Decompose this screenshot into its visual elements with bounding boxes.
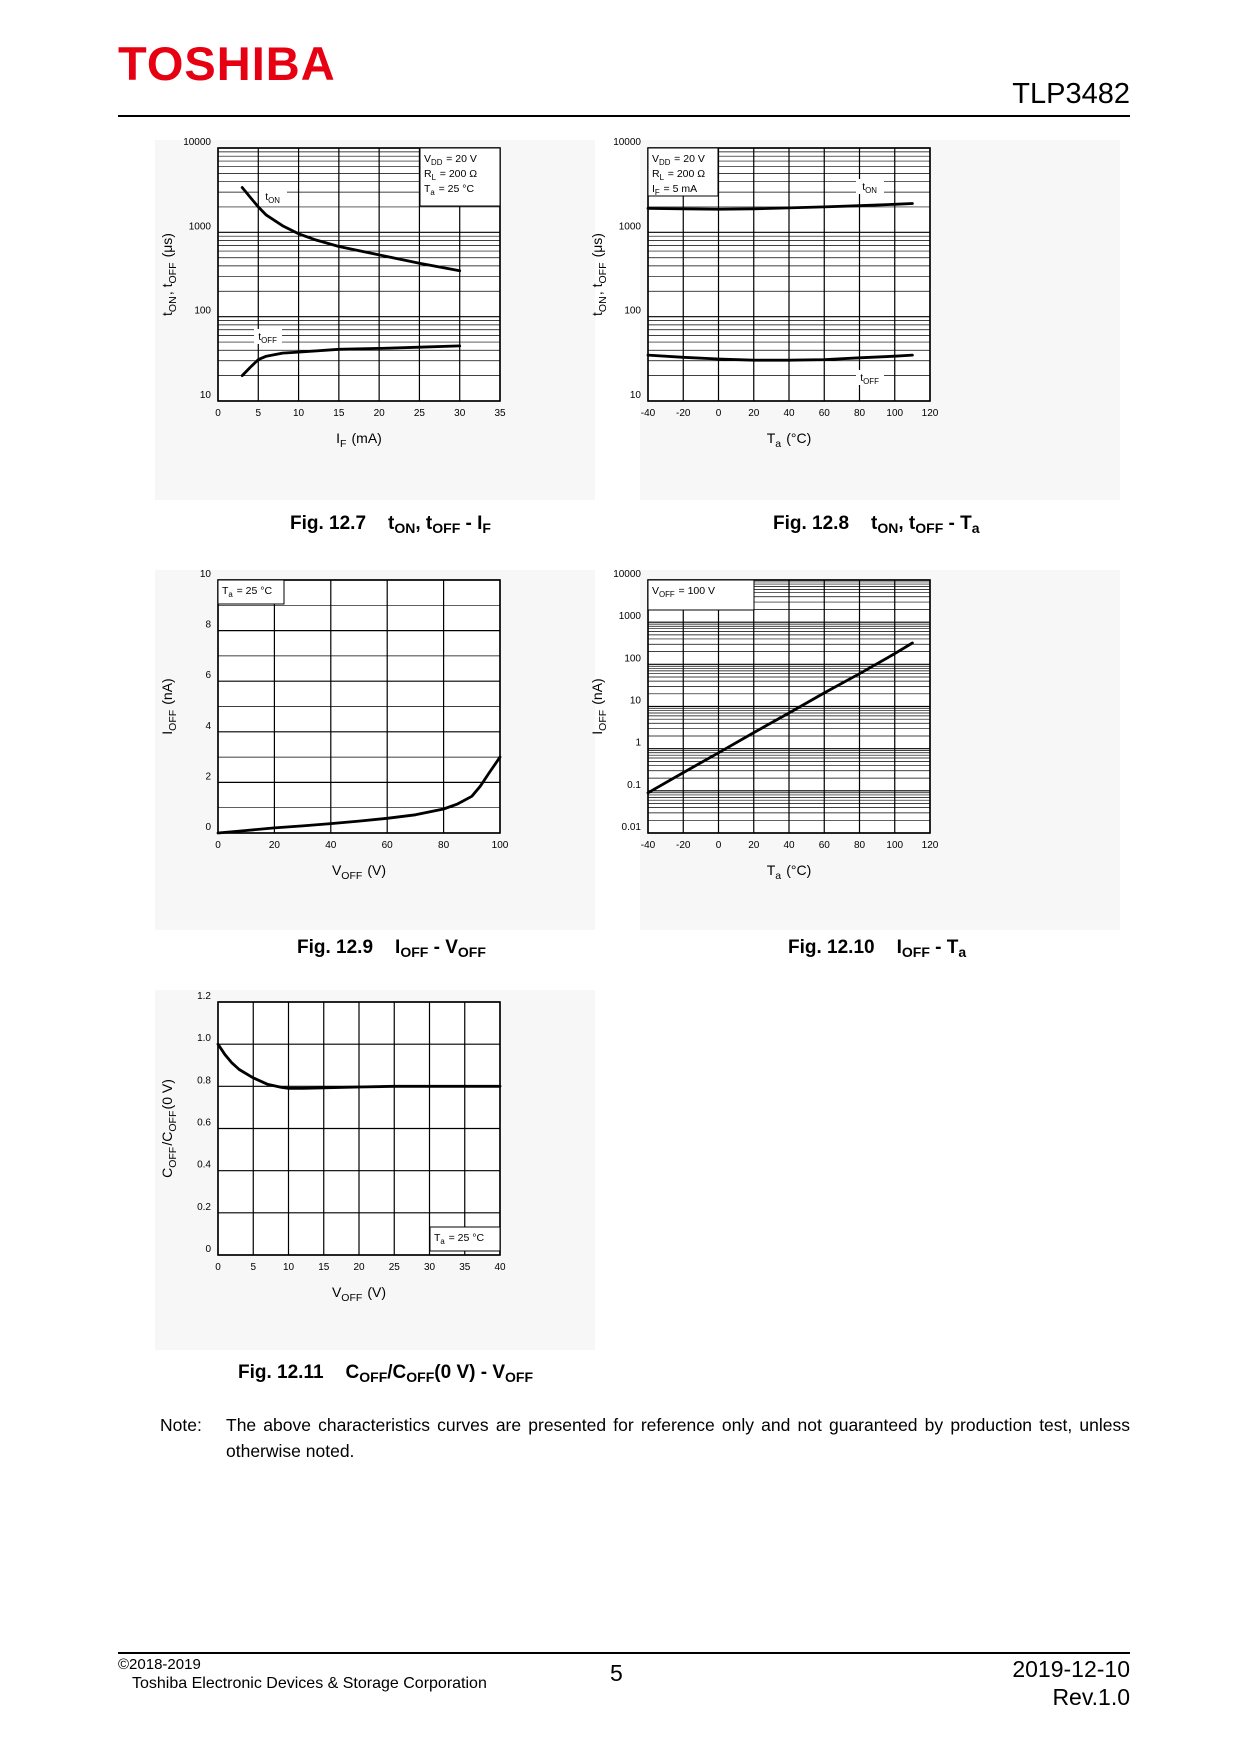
- x-tick-label: 80: [853, 408, 866, 419]
- condition-text: $V_{DD}$ = 20 V: [652, 153, 705, 168]
- chart-fig-12-10: [589, 569, 1120, 930]
- caption-title: $I_{OFF} - T_a$: [896, 937, 967, 960]
- x-tick-label: 80: [853, 840, 866, 851]
- x-tick-label: 100: [886, 408, 904, 419]
- y-tick-label: 1.2: [197, 991, 211, 1002]
- caption-number: Fig. 12.8: [773, 513, 850, 534]
- x-tick-label: 0: [715, 408, 722, 419]
- plot-group: [159, 569, 509, 882]
- y-tick-label: 0.01: [621, 822, 641, 833]
- y-tick-label: 10: [629, 390, 641, 401]
- x-tick-label: 20: [268, 840, 280, 851]
- x-tick-label: 60: [818, 408, 830, 419]
- y-axis-label: $t_{ON}$ , $t_{OFF}$ (μs): [589, 233, 610, 316]
- plot-group: [589, 569, 939, 882]
- chart-svg-fig-12-8: [589, 137, 1120, 500]
- condition-text: $T_a$ = 25 °C: [222, 585, 273, 600]
- x-tick-label: 20: [748, 840, 760, 851]
- y-tick-label: 1: [635, 737, 641, 749]
- caption-number: Fig. 12.11: [238, 1362, 324, 1383]
- y-tick-label: 0.1: [627, 779, 641, 791]
- series-label: $t_{OFF}$: [258, 331, 277, 346]
- x-tick-label: 15: [318, 1262, 330, 1273]
- chart-svg-fig-12-11: [155, 990, 595, 1350]
- x-tick-label: 120: [921, 840, 939, 851]
- x-tick-label: 60: [818, 840, 830, 851]
- x-tick-label: 30: [454, 408, 466, 419]
- caption-number: Fig. 12.7: [290, 513, 367, 534]
- x-tick-label: 80: [438, 840, 450, 851]
- x-axis-label: $I_F$ (mA): [336, 430, 382, 451]
- footer-divider: [118, 1652, 1130, 1654]
- x-tick-label: 25: [388, 1262, 400, 1273]
- y-axis-label: $C_{OFF}$ $/C_{OFF}$ (0 V): [159, 1079, 180, 1178]
- y-axis-label: $I_{OFF}$ (nA): [159, 678, 180, 735]
- y-tick-label: 1.0: [197, 1033, 211, 1045]
- caption-title: $t_{ON}$, $t_{OFF} - T_a$: [871, 513, 980, 536]
- x-tick-label: 40: [325, 840, 337, 851]
- condition-text: $R_L$ = 200 Ω: [652, 168, 706, 183]
- x-tick-label: 100: [886, 840, 904, 851]
- x-tick-label: 0: [715, 840, 722, 851]
- x-tick-label: 120: [921, 408, 939, 419]
- x-tick-label: 0: [215, 408, 221, 419]
- x-tick-label: 40: [783, 840, 795, 851]
- y-tick-label: 100: [194, 305, 211, 317]
- x-tick-label: 0: [215, 840, 221, 851]
- y-tick-label: 1000: [618, 221, 641, 233]
- x-axis-label: $T_a$ (°C): [766, 862, 812, 883]
- caption-title: $t_{ON}$, $t_{OFF} - I_F$: [388, 513, 491, 536]
- chart-fig-12-7: [155, 137, 595, 500]
- x-tick-label: 35: [494, 408, 506, 419]
- x-tick-label: 20: [748, 408, 760, 419]
- footer-company: Toshiba Electronic Devices & Storage Corporation: [132, 1675, 487, 1692]
- y-tick-label: 0: [205, 822, 211, 833]
- x-axis-label: $V_{OFF}$ (V): [331, 862, 387, 883]
- y-tick-label: 0: [205, 1244, 211, 1255]
- y-tick-label: 0.2: [197, 1201, 211, 1213]
- y-axis-label: $t_{ON}$ , $t_{OFF}$ (μs): [159, 233, 180, 316]
- condition-text: $V_{DD}$ = 20 V: [424, 153, 477, 168]
- y-tick-label: 10000: [613, 137, 641, 148]
- note-label: Note:: [160, 1415, 202, 1435]
- y-tick-label: 10: [199, 569, 211, 580]
- header-divider: [118, 115, 1130, 117]
- footer-copyright: ©2018-2019: [118, 1656, 201, 1673]
- x-tick-label: 10: [293, 408, 305, 419]
- y-tick-label: 100: [624, 305, 641, 317]
- caption-title: $C_{OFF}/C_{OFF}(0$ $V) - V_{OFF}$: [345, 1362, 534, 1385]
- condition-text: $T_a$ = 25 °C: [434, 1232, 485, 1247]
- y-tick-label: 100: [624, 653, 641, 665]
- y-tick-label: 6: [205, 670, 211, 682]
- caption-fig-12-10: [788, 937, 966, 960]
- series-label: $t_{ON}$: [265, 191, 280, 206]
- footer-page-number: 5: [610, 1660, 623, 1686]
- caption-number: Fig. 12.9: [297, 937, 374, 958]
- x-tick-label: 40: [494, 1262, 506, 1273]
- chart-svg-fig-12-9: [155, 570, 595, 930]
- x-tick-label: -20: [676, 840, 691, 851]
- x-tick-label: 40: [783, 408, 795, 419]
- footer-revision: Rev.1.0: [1052, 1684, 1130, 1710]
- x-tick-label: 5: [255, 408, 262, 419]
- footer-date: 2019-12-10: [1012, 1656, 1130, 1682]
- x-tick-label: 100: [491, 840, 509, 851]
- part-number: TLP3482: [1012, 78, 1130, 110]
- chart-svg-fig-12-10: [589, 569, 1120, 930]
- x-tick-label: 35: [459, 1262, 471, 1273]
- x-tick-label: 30: [423, 1262, 436, 1273]
- y-tick-label: 1000: [618, 611, 641, 623]
- x-tick-label: 5: [250, 1262, 257, 1273]
- chart-svg-fig-12-7: [155, 137, 595, 500]
- y-tick-label: 10: [199, 390, 211, 401]
- y-tick-label: 4: [205, 720, 211, 732]
- condition-text: $I_F$ = 5 mA: [652, 183, 698, 198]
- plot-group: [159, 137, 506, 450]
- y-tick-label: 1000: [188, 221, 211, 233]
- x-axis-label: $V_{OFF}$ (V): [331, 1284, 387, 1305]
- x-tick-label: -20: [676, 408, 691, 419]
- condition-text: $T_a$ = 25 °C: [424, 183, 475, 198]
- caption-fig-12-8: [773, 513, 980, 536]
- y-tick-label: 0.6: [197, 1117, 211, 1129]
- x-tick-label: 25: [413, 408, 425, 419]
- x-tick-label: 20: [353, 1262, 365, 1273]
- series-label: $t_{ON}$: [862, 181, 877, 196]
- chart-fig-12-9: [155, 570, 595, 930]
- x-tick-label: 60: [381, 840, 393, 851]
- caption-title: $I_{OFF} - V_{OFF}$: [395, 937, 486, 960]
- x-tick-label: 0: [215, 1262, 221, 1273]
- x-tick-label: 10: [282, 1262, 295, 1273]
- caption-fig-12-11: [238, 1362, 533, 1385]
- condition-text: $V_{OFF}$ = 100 V: [652, 585, 716, 600]
- y-tick-label: 10: [629, 695, 641, 707]
- chart-fig-12-8: [589, 137, 1120, 500]
- x-tick-label: 20: [373, 408, 385, 419]
- x-tick-label: -40: [640, 840, 656, 851]
- y-tick-label: 0.4: [197, 1159, 211, 1171]
- plot-group: [589, 137, 939, 450]
- x-axis-label: $T_a$ (°C): [766, 430, 812, 451]
- x-tick-label: -40: [640, 408, 656, 419]
- chart-fig-12-11: [155, 990, 595, 1350]
- brand-logo: TOSHIBA: [118, 37, 336, 90]
- x-tick-label: 15: [333, 408, 345, 419]
- plot-group: [159, 991, 506, 1304]
- condition-text: $R_L$ = 200 Ω: [424, 168, 478, 183]
- y-tick-label: 0.8: [197, 1075, 211, 1087]
- series-label: $t_{OFF}$: [860, 372, 879, 387]
- y-tick-label: 8: [205, 619, 211, 631]
- y-tick-label: 10000: [183, 137, 211, 148]
- caption-fig-12-9: [297, 937, 486, 960]
- y-tick-label: 2: [205, 771, 211, 783]
- y-axis-label: $I_{OFF}$ (nA): [589, 678, 610, 735]
- caption-fig-12-7: [290, 513, 491, 536]
- note-text: The above characteristics curves are presented for reference only and not guaranteed by production test, unless otherwise noted.: [226, 1415, 1130, 1461]
- caption-number: Fig. 12.10: [788, 937, 875, 958]
- y-tick-label: 10000: [613, 569, 641, 580]
